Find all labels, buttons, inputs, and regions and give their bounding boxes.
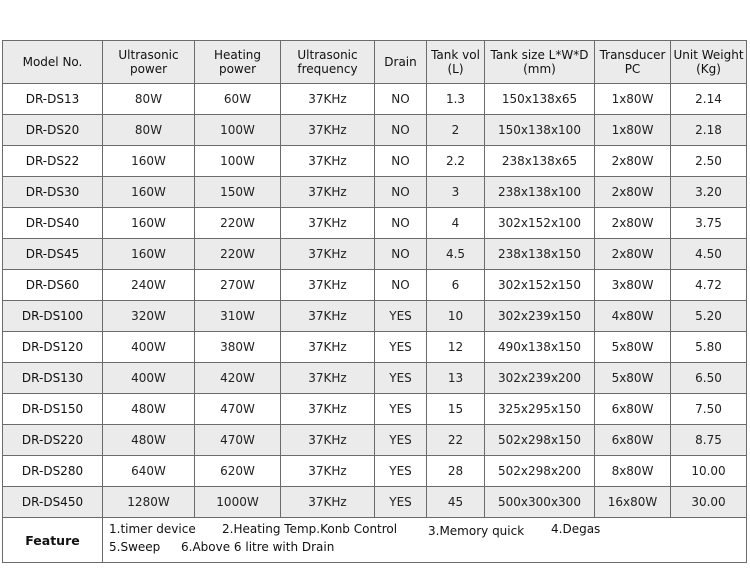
cell-heating-power: 100W [195, 115, 281, 146]
cell-tank-volume: 45 [427, 487, 485, 518]
cell-transducer: 1x80W [595, 84, 671, 115]
cell-ultrasonic-power: 160W [103, 177, 195, 208]
column-header-text: Ultrasonic [118, 48, 179, 62]
cell-tank-size: 238x138x65 [485, 146, 595, 177]
cell-transducer: 6x80W [595, 394, 671, 425]
cell-tank-volume: 22 [427, 425, 485, 456]
cell-ultrasonic-frequency: 37KHz [281, 394, 375, 425]
cell-tank-size: 500x300x300 [485, 487, 595, 518]
cell-model: DR-DS30 [3, 177, 103, 208]
header-row [3, 41, 747, 84]
cell-ultrasonic-frequency: 37KHz [281, 301, 375, 332]
cell-ultrasonic-power: 480W [103, 394, 195, 425]
cell-heating-power: 1000W [195, 487, 281, 518]
cell-transducer: 16x80W [595, 487, 671, 518]
table-row [3, 332, 747, 363]
cell-drain: YES [375, 363, 427, 394]
feature-item: 6.Above 6 litre with Drain [181, 540, 335, 554]
column-header-text: (L) [447, 62, 464, 76]
column-header-model [3, 41, 103, 84]
table-row [3, 456, 747, 487]
table-row [3, 239, 747, 270]
cell-ultrasonic-power: 80W [103, 84, 195, 115]
cell-ultrasonic-frequency: 37KHz [281, 332, 375, 363]
column-header-text: (mm) [523, 62, 556, 76]
cell-drain: NO [375, 177, 427, 208]
cell-drain: YES [375, 332, 427, 363]
cell-ultrasonic-power: 160W [103, 239, 195, 270]
feature-row [3, 518, 747, 563]
cell-transducer: 2x80W [595, 239, 671, 270]
cell-transducer: 5x80W [595, 363, 671, 394]
cell-model: DR-DS280 [3, 456, 103, 487]
cell-tank-volume: 15 [427, 394, 485, 425]
cell-ultrasonic-power: 480W [103, 425, 195, 456]
column-header-ultrasonic-frequency [281, 41, 375, 84]
column-header-text: PC [624, 62, 641, 76]
cell-ultrasonic-frequency: 37KHz [281, 115, 375, 146]
cell-model: DR-DS150 [3, 394, 103, 425]
cell-tank-volume: 28 [427, 456, 485, 487]
cell-drain: NO [375, 208, 427, 239]
cell-model: DR-DS22 [3, 146, 103, 177]
column-header-text: Ultrasonic [297, 48, 358, 62]
column-header-heating-power [195, 41, 281, 84]
cell-unit-weight: 2.50 [671, 146, 747, 177]
cell-model: DR-DS45 [3, 239, 103, 270]
cell-transducer: 2x80W [595, 208, 671, 239]
column-header-text: Model No. [22, 55, 83, 69]
cell-ultrasonic-frequency: 37KHz [281, 84, 375, 115]
cell-unit-weight: 7.50 [671, 394, 747, 425]
cell-model: DR-DS100 [3, 301, 103, 332]
column-header-tank-volume [427, 41, 485, 84]
cell-ultrasonic-frequency: 37KHz [281, 177, 375, 208]
cell-unit-weight: 4.72 [671, 270, 747, 301]
column-header-text: Transducer [599, 48, 666, 62]
cell-ultrasonic-frequency: 37KHz [281, 425, 375, 456]
cell-drain: YES [375, 487, 427, 518]
feature-list [103, 518, 747, 563]
cell-drain: YES [375, 425, 427, 456]
cell-ultrasonic-frequency: 37KHz [281, 239, 375, 270]
cell-transducer: 1x80W [595, 115, 671, 146]
cell-tank-size: 238x138x100 [485, 177, 595, 208]
cell-heating-power: 150W [195, 177, 281, 208]
cell-heating-power: 310W [195, 301, 281, 332]
cell-tank-volume: 4.5 [427, 239, 485, 270]
cell-tank-size: 502x298x200 [485, 456, 595, 487]
cell-unit-weight: 8.75 [671, 425, 747, 456]
cell-drain: NO [375, 270, 427, 301]
cell-tank-size: 302x239x200 [485, 363, 595, 394]
column-header-tank-size [485, 41, 595, 84]
cell-ultrasonic-power: 320W [103, 301, 195, 332]
cell-model: DR-DS130 [3, 363, 103, 394]
cell-ultrasonic-power: 400W [103, 363, 195, 394]
cell-unit-weight: 2.14 [671, 84, 747, 115]
cell-transducer: 5x80W [595, 332, 671, 363]
table-row [3, 270, 747, 301]
cell-ultrasonic-frequency: 37KHz [281, 487, 375, 518]
cell-tank-size: 238x138x150 [485, 239, 595, 270]
column-header-text: Drain [384, 55, 417, 69]
cell-ultrasonic-power: 160W [103, 208, 195, 239]
feature-item: 4.Degas [551, 522, 601, 536]
cell-unit-weight: 5.20 [671, 301, 747, 332]
cell-tank-volume: 10 [427, 301, 485, 332]
cell-tank-volume: 2.2 [427, 146, 485, 177]
cell-heating-power: 620W [195, 456, 281, 487]
cell-unit-weight: 5.80 [671, 332, 747, 363]
column-header-text: power [218, 62, 257, 76]
feature-item: 1.timer device [109, 522, 196, 536]
cell-drain: NO [375, 115, 427, 146]
cell-tank-volume: 4 [427, 208, 485, 239]
column-header-drain [375, 41, 427, 84]
cell-transducer: 2x80W [595, 146, 671, 177]
cell-heating-power: 470W [195, 394, 281, 425]
cell-heating-power: 100W [195, 146, 281, 177]
column-header-transducer [595, 41, 671, 84]
cell-drain: NO [375, 239, 427, 270]
feature-item: 2.Heating Temp.Konb Control [222, 522, 398, 536]
cell-unit-weight: 3.75 [671, 208, 747, 239]
table-row [3, 301, 747, 332]
cell-ultrasonic-frequency: 37KHz [281, 146, 375, 177]
cell-transducer: 3x80W [595, 270, 671, 301]
cell-ultrasonic-power: 400W [103, 332, 195, 363]
cell-ultrasonic-frequency: 37KHz [281, 270, 375, 301]
cell-model: DR-DS20 [3, 115, 103, 146]
cell-ultrasonic-power: 640W [103, 456, 195, 487]
cell-tank-size: 325x295x150 [485, 394, 595, 425]
cell-drain: NO [375, 146, 427, 177]
column-header-text: Tank vol [431, 48, 480, 62]
cell-tank-size: 490x138x150 [485, 332, 595, 363]
table-row [3, 208, 747, 239]
feature-label: Feature [3, 518, 103, 563]
cell-ultrasonic-power: 240W [103, 270, 195, 301]
feature-item: 3.Memory quick [428, 524, 525, 538]
cell-ultrasonic-frequency: 37KHz [281, 363, 375, 394]
cell-tank-volume: 2 [427, 115, 485, 146]
cell-tank-volume: 12 [427, 332, 485, 363]
cell-heating-power: 220W [195, 208, 281, 239]
cell-transducer: 4x80W [595, 301, 671, 332]
cell-unit-weight: 3.20 [671, 177, 747, 208]
cell-tank-size: 302x152x150 [485, 270, 595, 301]
table-row [3, 177, 747, 208]
cell-drain: YES [375, 301, 427, 332]
table-row [3, 115, 747, 146]
feature-item: 5.Sweep [109, 540, 161, 554]
cell-tank-size: 302x239x150 [485, 301, 595, 332]
cell-unit-weight: 4.50 [671, 239, 747, 270]
table-row [3, 487, 747, 518]
table-body [3, 84, 747, 518]
cell-drain: NO [375, 84, 427, 115]
table-row [3, 394, 747, 425]
column-header-ultrasonic-power [103, 41, 195, 84]
cell-heating-power: 270W [195, 270, 281, 301]
cell-model: DR-DS220 [3, 425, 103, 456]
table-row [3, 84, 747, 115]
cell-unit-weight: 30.00 [671, 487, 747, 518]
cell-ultrasonic-power: 160W [103, 146, 195, 177]
spec-table-container [2, 40, 746, 563]
cell-tank-volume: 13 [427, 363, 485, 394]
table-row [3, 363, 747, 394]
column-header-text: power [129, 62, 168, 76]
cell-transducer: 2x80W [595, 177, 671, 208]
cell-drain: YES [375, 456, 427, 487]
cell-model: DR-DS120 [3, 332, 103, 363]
cell-tank-volume: 3 [427, 177, 485, 208]
cell-model: DR-DS450 [3, 487, 103, 518]
cell-ultrasonic-power: 1280W [103, 487, 195, 518]
cell-unit-weight: 10.00 [671, 456, 747, 487]
cell-tank-size: 150x138x65 [485, 84, 595, 115]
cell-unit-weight: 6.50 [671, 363, 747, 394]
cell-heating-power: 420W [195, 363, 281, 394]
cell-unit-weight: 2.18 [671, 115, 747, 146]
cell-model: DR-DS13 [3, 84, 103, 115]
column-header-text: Heating [213, 48, 262, 62]
table-row [3, 425, 747, 456]
column-header-text: (Kg) [696, 62, 721, 76]
cell-model: DR-DS40 [3, 208, 103, 239]
spec-table [2, 40, 747, 563]
cell-tank-size: 502x298x150 [485, 425, 595, 456]
cell-heating-power: 220W [195, 239, 281, 270]
cell-transducer: 8x80W [595, 456, 671, 487]
cell-heating-power: 60W [195, 84, 281, 115]
column-header-text: frequency [297, 62, 358, 76]
cell-tank-volume: 1.3 [427, 84, 485, 115]
cell-tank-volume: 6 [427, 270, 485, 301]
cell-ultrasonic-power: 80W [103, 115, 195, 146]
column-header-unit-weight [671, 41, 747, 84]
cell-heating-power: 470W [195, 425, 281, 456]
cell-tank-size: 150x138x100 [485, 115, 595, 146]
cell-drain: YES [375, 394, 427, 425]
column-header-text: Tank size L*W*D [490, 48, 589, 62]
cell-ultrasonic-frequency: 37KHz [281, 208, 375, 239]
table-row [3, 146, 747, 177]
cell-ultrasonic-frequency: 37KHz [281, 456, 375, 487]
cell-model: DR-DS60 [3, 270, 103, 301]
cell-heating-power: 380W [195, 332, 281, 363]
cell-tank-size: 302x152x100 [485, 208, 595, 239]
column-header-text: Unit Weight [673, 48, 744, 62]
cell-transducer: 6x80W [595, 425, 671, 456]
